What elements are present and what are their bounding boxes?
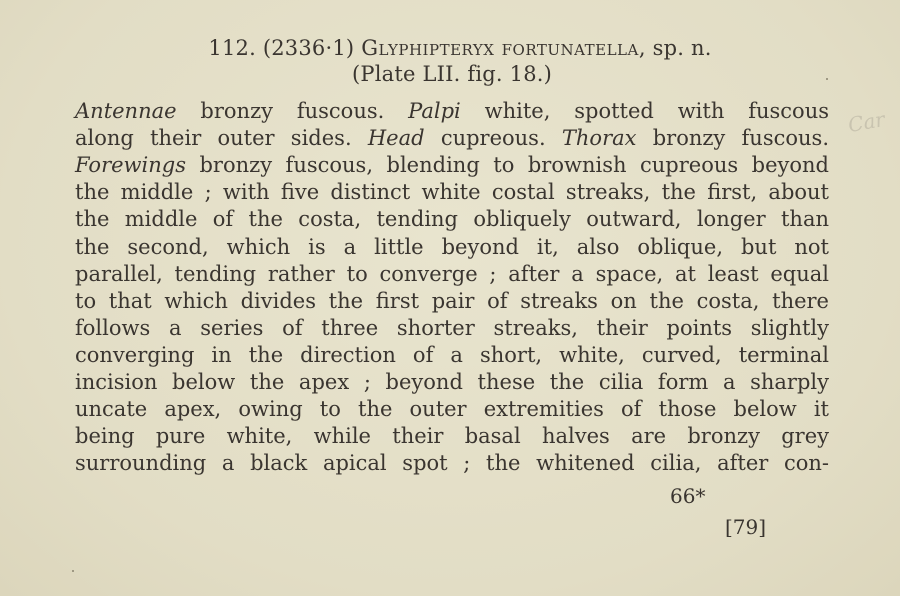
text-line [75,288,829,314]
text-segment: along their outer sides. [75,126,368,151]
margin-pencil-note: Car [846,106,887,138]
text-segment: bronzy fuscous, blending to brownish cupreous beyond [185,153,829,178]
text-segment: bronzy fuscous. [636,126,829,151]
text-line [75,152,829,178]
anatomical-term: Palpi [408,99,461,123]
text-segment: converging in the direction of a short, white, curved, terminal [75,342,829,367]
text-segment: the middle ; with five distinct white costal streaks, the first, about [75,180,829,205]
paper-speck [72,570,74,572]
paper-speck [826,78,828,80]
text-line [75,125,829,151]
page-number: [79] [725,515,767,539]
species-heading [10,36,900,60]
plate-reference: (Plate LII. fig. 18.) [351,62,553,86]
text-line [75,396,829,422]
text-segment: to that which divides the first pair of streaks on the costa, there [75,288,829,313]
anatomical-term: Forewings [75,153,186,178]
anatomical-term: Thorax [561,126,637,151]
text-line [75,261,829,287]
text-segment: the second, which is a little beyond it, also oblique, but not [75,234,829,259]
text-line [75,342,829,368]
text-segment: incision below the apex ; beyond these the cilia form a sharply [75,370,829,394]
anatomical-term: Antennae [75,99,177,123]
text-line [75,450,829,476]
species-name: Glyphipteryx fortunatella [361,36,639,60]
text-line [75,423,829,449]
text-line [75,369,829,395]
text-line [75,98,829,124]
text-line [75,179,829,205]
text-segment: parallel, tending rather to converge ; after a space, at least equal [75,261,829,286]
text-segment: uncate apex, owing to the outer extremities of those below it [75,397,829,422]
text-line [75,206,829,232]
species-suffix: , sp. n. [638,36,712,60]
text-segment: the middle of the costa, tending obliquely outward, longer than [75,207,829,232]
anatomical-term: Head [367,126,425,151]
text-segment: white, spotted with fuscous [460,99,829,123]
text-line [75,315,829,341]
text-segment: follows a series of three shorter streaks, their points slightly [75,315,829,340]
text-segment: bronzy fuscous. [176,99,409,123]
text-segment: being pure white, while their basal halves are bronzy grey [75,424,829,449]
text-line [75,234,829,260]
text-segment: cupreous. [424,126,562,151]
entry-number: 112. (2336·1) [208,36,355,60]
text-segment: surrounding a black apical spot ; the whitened cilia, after con- [75,451,829,476]
signature-mark: 66* [670,484,706,508]
